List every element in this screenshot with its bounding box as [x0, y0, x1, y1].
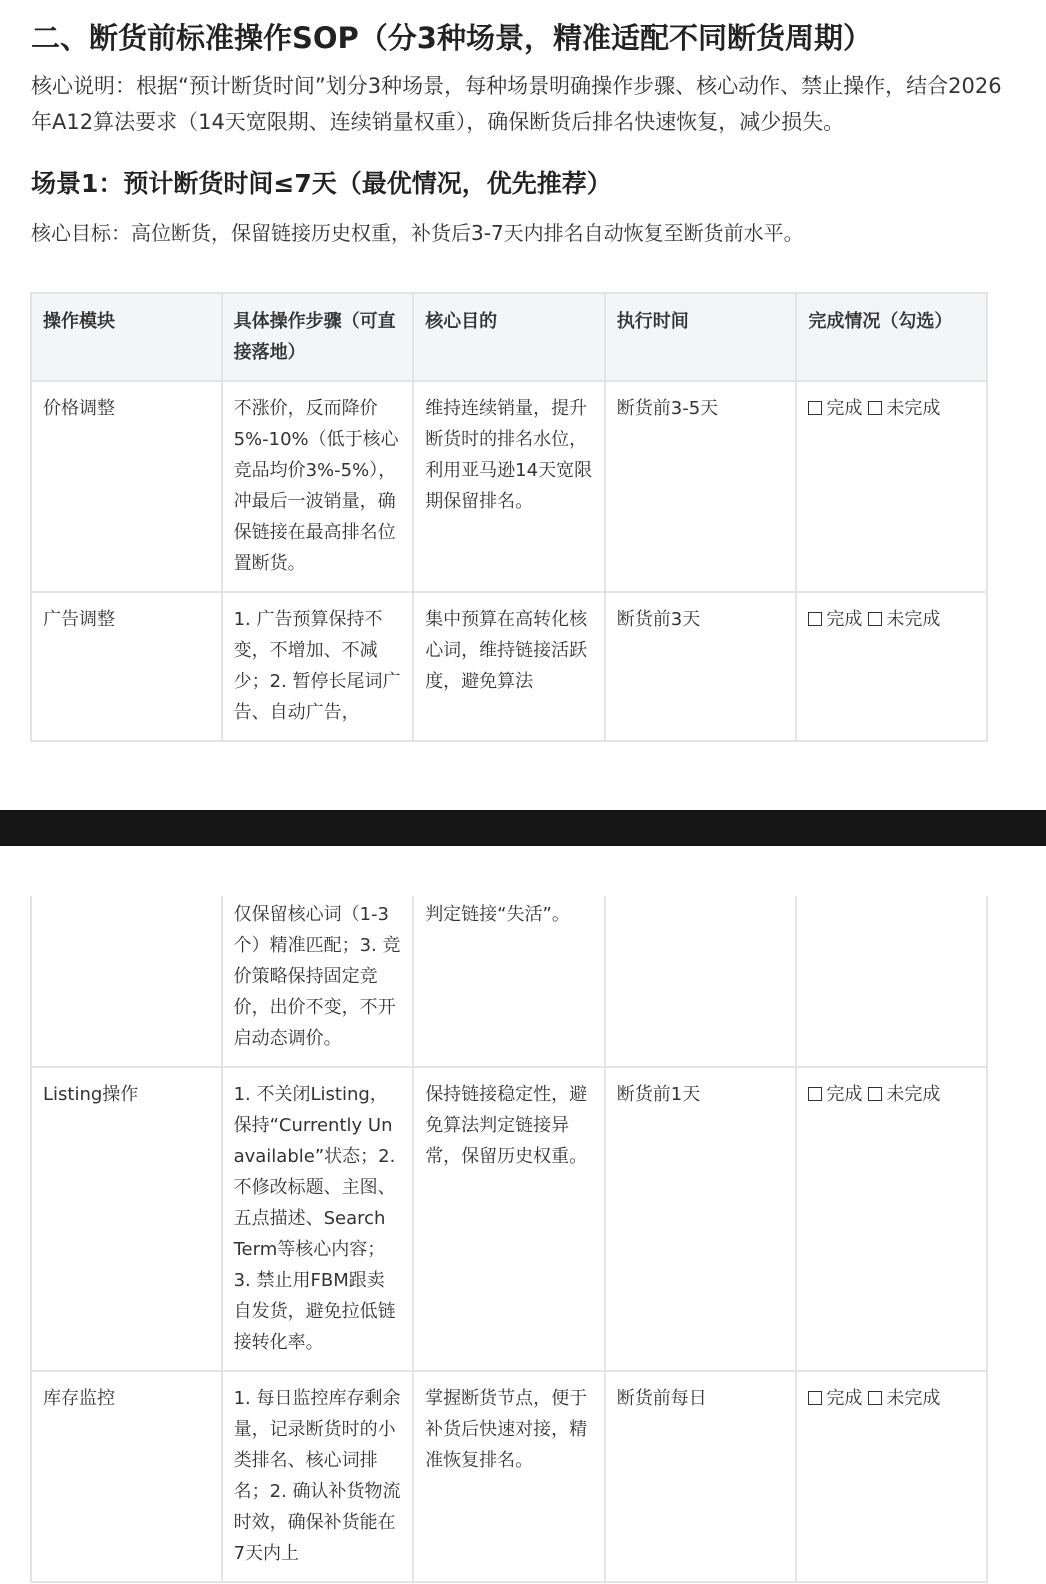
checkbox-square-icon — [808, 1391, 822, 1405]
cell-time: 断货前3-5天 — [605, 381, 797, 592]
checkbox-square-icon — [808, 612, 822, 626]
cell-purpose: 维持连续销量，提升断货时的排名水位，利用亚马逊14天宽限期保留排名。 — [413, 381, 605, 592]
checkbox-square-icon — [868, 1087, 882, 1101]
checkbox-undone-label: 未完成 — [886, 398, 941, 419]
checkbox-square-icon — [808, 1087, 822, 1101]
scenario-goal: 核心目标：高位断货，保留链接历史权重，补货后3-7天内排名自动恢复至断货前水平。 — [31, 221, 804, 245]
table-header-row — [31, 293, 987, 381]
table-row — [31, 1067, 987, 1371]
cell-steps: 1. 广告预算保持不变，不增加、不减少；2. 暂停长尾词广告、自动广告， — [222, 592, 414, 741]
checkbox-done[interactable] — [808, 1084, 862, 1105]
cell-status — [796, 1067, 987, 1371]
checkbox-undone[interactable] — [862, 1084, 940, 1105]
table-segment-bottom — [0, 896, 1046, 1584]
cell-time: 断货前3天 — [605, 592, 797, 741]
checkbox-square-icon — [808, 401, 822, 415]
core-note: 核心说明：根据“预计断货时间”划分3种场景，每种场景明确操作步骤、核心动作、禁止操作，结合2026年A12算法要求（14天宽限期、连续销量权重），确保断货后排名快速恢复，减少损失。 — [31, 74, 1002, 134]
cell-status — [796, 592, 987, 741]
header-status: 完成情况（勾选） — [796, 293, 987, 381]
checkbox-done[interactable] — [808, 398, 862, 419]
checkbox-square-icon — [868, 401, 882, 415]
cell-purpose: 判定链接“失活”。 — [413, 896, 605, 1067]
cell-purpose: 保持链接稳定性，避免算法判定链接异常，保留历史权重。 — [413, 1067, 605, 1371]
checkbox-done[interactable] — [808, 609, 862, 630]
cell-module — [31, 896, 222, 1067]
checkbox-done-label: 完成 — [826, 1084, 863, 1105]
table-segment-top — [0, 292, 1046, 760]
cell-purpose: 掌握断货节点，便于补货后快速对接，精准恢复排名。 — [413, 1371, 605, 1582]
cell-time: 断货前每日 — [605, 1371, 797, 1582]
table-row — [31, 592, 987, 741]
checkbox-square-icon — [868, 1391, 882, 1405]
sop-table — [30, 292, 988, 742]
header-steps: 具体操作步骤（可直接落地） — [222, 293, 414, 381]
cell-steps: 1. 不关闭Listing，保持“Currently Unavailable”状态；2. 不修改标题、主图、五点描述、Search Term等核心内容；3. 禁止用FBM跟卖自发货，避免拉低链接转化率。 — [222, 1067, 414, 1371]
checkbox-undone[interactable] — [862, 398, 940, 419]
cell-module: Listing操作 — [31, 1067, 222, 1371]
screenshot-divider — [0, 810, 1046, 846]
checkbox-done-label: 完成 — [826, 1388, 863, 1409]
cell-status — [796, 1371, 987, 1582]
cell-purpose: 集中预算在高转化核心词，维持链接活跃度，避免算法 — [413, 592, 605, 741]
cell-steps: 不涨价，反而降价5%-10%（低于核心竞品均价3%-5%），冲最后一波销量，确保链接在最高排名位置断货。 — [222, 381, 414, 592]
cell-module: 广告调整 — [31, 592, 222, 741]
table-row — [31, 381, 987, 592]
scenario-title: 场景1：预计断货时间≤7天（最优情况，优先推荐） — [31, 169, 612, 198]
cell-status — [796, 381, 987, 592]
header-time: 执行时间 — [605, 293, 797, 381]
checkbox-undone[interactable] — [862, 609, 940, 630]
checkbox-done-label: 完成 — [826, 609, 863, 630]
cell-module: 库存监控 — [31, 1371, 222, 1582]
header-purpose: 核心目的 — [413, 293, 605, 381]
checkbox-done-label: 完成 — [826, 398, 863, 419]
table-row-continued — [31, 896, 987, 1067]
checkbox-undone-label: 未完成 — [886, 1084, 941, 1105]
sop-table-continued — [30, 896, 988, 1583]
cell-steps: 1. 每日监控库存剩余量，记录断货时的小类排名、核心词排名；2. 确认补货物流时效，确保补货能在7天内上 — [222, 1371, 414, 1582]
table-row — [31, 1371, 987, 1582]
cell-time: 断货前1天 — [605, 1067, 797, 1371]
section-title: 二、断货前标准操作SOP（分3种场景，精准适配不同断货周期） — [31, 21, 872, 55]
checkbox-undone-label: 未完成 — [886, 609, 941, 630]
checkbox-undone-label: 未完成 — [886, 1388, 941, 1409]
header-module: 操作模块 — [31, 293, 222, 381]
checkbox-square-icon — [868, 612, 882, 626]
checkbox-undone[interactable] — [862, 1388, 940, 1409]
cell-steps: 仅保留核心词（1-3个）精准匹配；3. 竞价策略保持固定竞价，出价不变，不开启动态调价。 — [222, 896, 414, 1067]
checkbox-done[interactable] — [808, 1388, 862, 1409]
cell-module: 价格调整 — [31, 381, 222, 592]
cell-status — [796, 896, 987, 1067]
cell-time — [605, 896, 797, 1067]
